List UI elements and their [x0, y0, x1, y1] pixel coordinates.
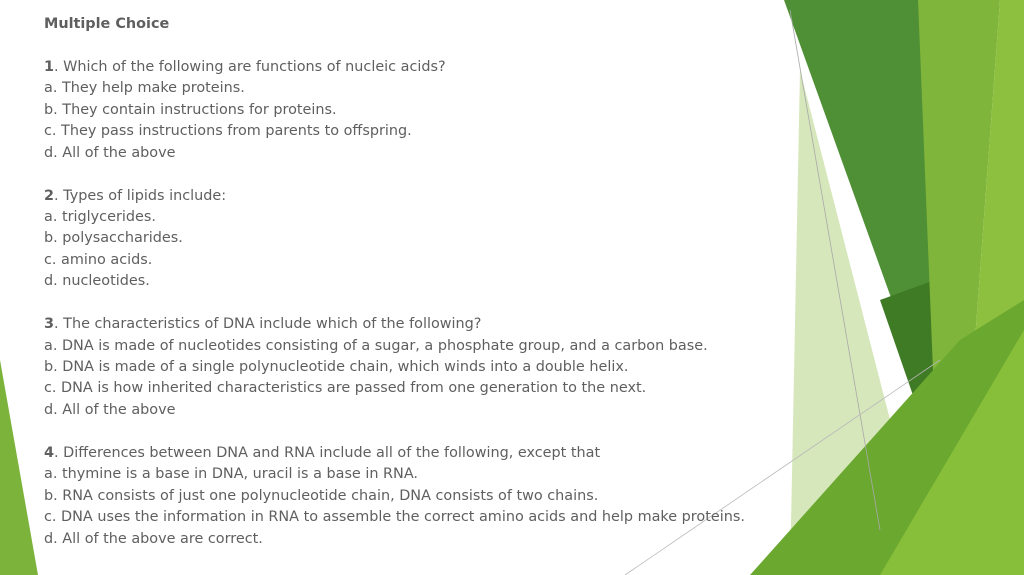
question-number: 3 [44, 316, 55, 333]
question-number: 1 [44, 58, 55, 75]
question-4 [44, 443, 764, 464]
answer-option: d. All of the above are correct. [44, 530, 263, 547]
answer-option: c. They pass instructions from parents to offspring. [44, 123, 412, 140]
answer-option: b. DNA is made of a single polynucleotide chain, which winds into a double helix. [44, 359, 629, 375]
answer-option: b. polysaccharides. [44, 230, 183, 247]
answer-option: a. thymine is a base in DNA, uracil is a base in RNA. [44, 466, 418, 483]
answer-option: a. triglycerides. [44, 208, 156, 225]
answer-option: d. All of the above [44, 144, 176, 161]
question-text: . Types of lipids include: [54, 187, 227, 204]
question-text: . Differences between DNA and RNA include all of the following, except that [54, 444, 601, 461]
answer-option: a. They help make proteins. [44, 80, 245, 97]
question-text: . Which of the following are functions of nucleic acids? [54, 58, 446, 75]
decor-left-sliver [0, 360, 38, 575]
question-number: 4 [44, 444, 55, 461]
slide-heading: Multiple Choice [44, 16, 170, 32]
answer-option: c. DNA uses the information in RNA to assemble the correct amino acids and help make proteins. [44, 509, 745, 526]
answer-option: a. DNA is made of nucleotides consisting of a sugar, a phosphate group, and a carbon base. [44, 337, 708, 354]
question-number: 2 [44, 187, 55, 204]
answer-option: c. DNA is how inherited characteristics are passed from one generation to the next. [44, 380, 647, 397]
question-3 [44, 314, 764, 335]
answer-option: d. All of the above [44, 401, 176, 418]
slide-content [44, 14, 764, 550]
answer-option: b. RNA consists of just one polynucleotide chain, DNA consists of two chains. [44, 487, 599, 504]
answer-option: c. amino acids. [44, 251, 153, 268]
question-2 [44, 186, 764, 207]
question-1 [44, 57, 764, 78]
answer-option: b. They contain instructions for proteins. [44, 101, 337, 118]
answer-option: d. nucleotides. [44, 273, 150, 290]
question-text: . The characteristics of DNA include which of the following? [54, 316, 482, 333]
